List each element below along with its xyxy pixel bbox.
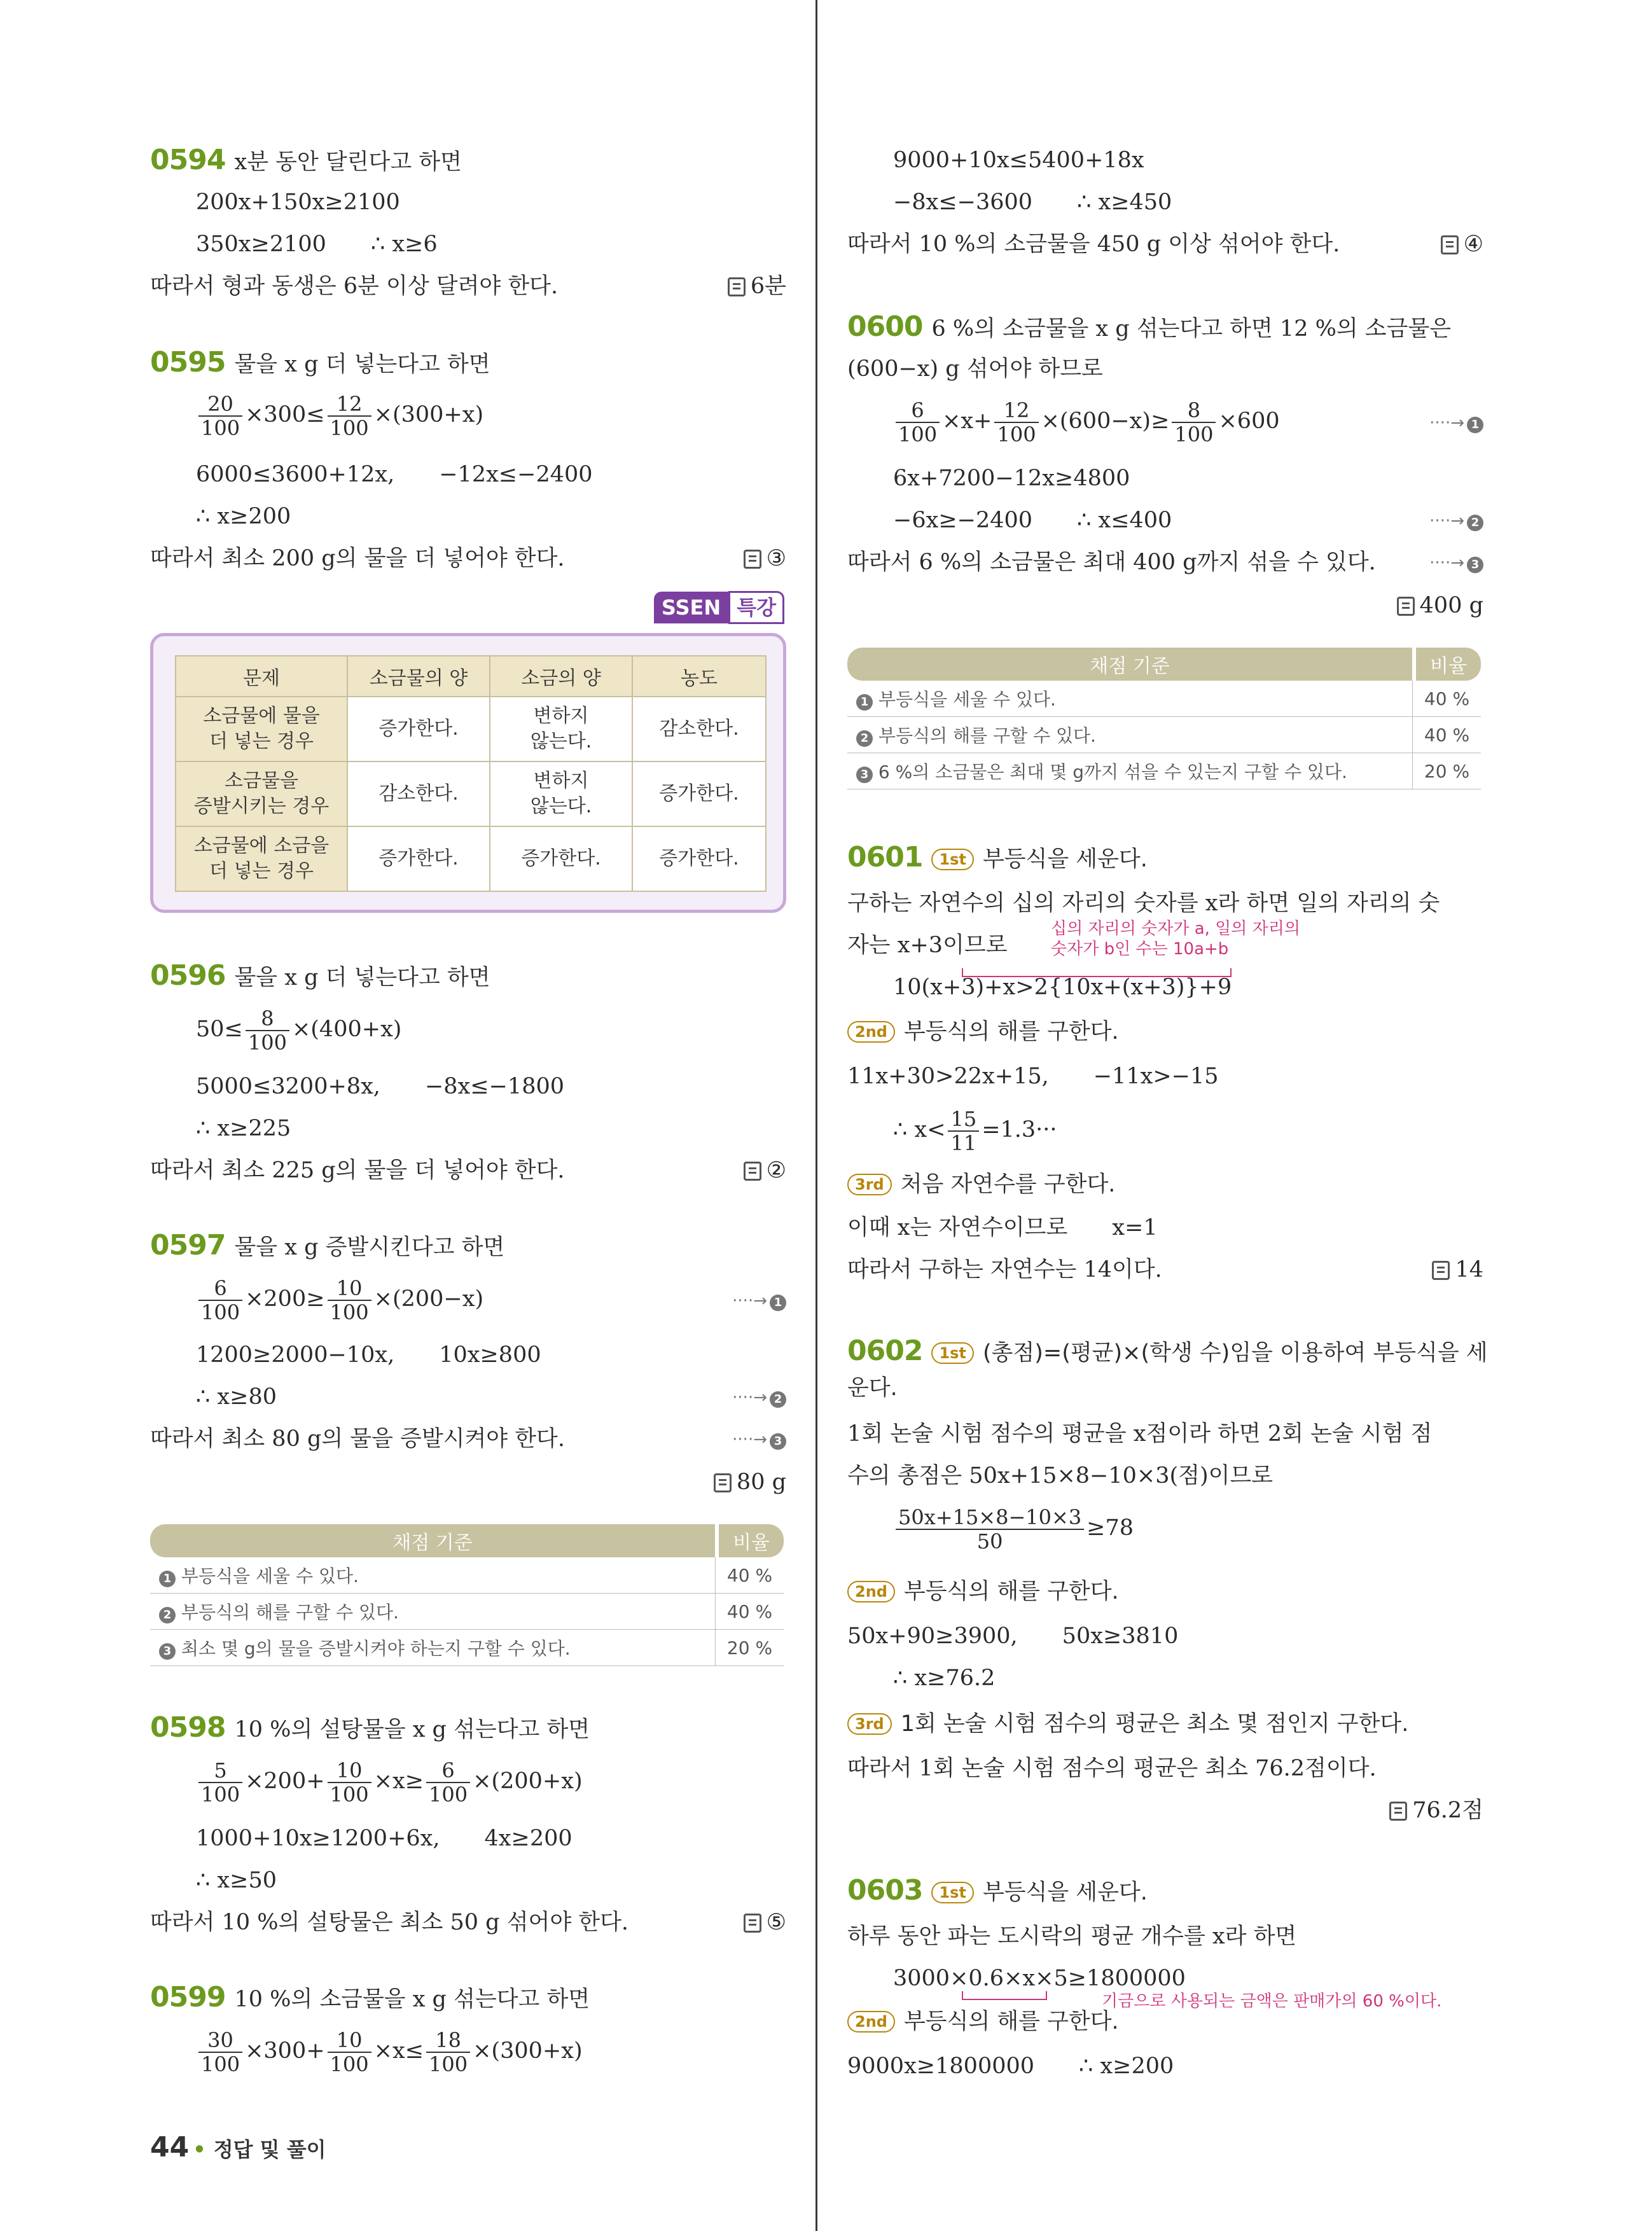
conclusion: 따라서 10 %의 소금물을 450 g 이상 섞어야 한다. [847,232,1340,257]
text-line: 운다. [847,1375,898,1401]
equation: ∴ x≥225 [196,1116,291,1141]
step-line: 3rd 처음 자연수를 구한다. [847,1171,1115,1199]
problem-0599-intro: 0599 10 %의 소금물을 x g 섞는다고 하면 [150,1981,590,2013]
equation: $\frac{20}{100}$ ×300≤ $\frac{12}{100}$ ×(300+x) [196,389,483,440]
answer-icon [1432,1261,1450,1280]
step-line: 2nd 부등식의 해를 구한다. [847,2008,1119,2036]
table-row: 2 부등식의 해를 구할 수 있다. 40 % [847,717,1481,753]
equation: 200x+150x≥2100 [196,190,400,215]
answer: 76.2점 [1389,1797,1483,1824]
step-badge: 1st [931,849,973,870]
text-line: 수의 총점은 50x+15×8−10×3(점)이므로 [847,1463,1274,1489]
step-line: 2nd 부등식의 해를 구한다. [847,1018,1119,1046]
problem-0595-intro: 0595 물을 x g 더 넣는다고 하면 [150,346,490,379]
equation: $\frac{6}{100}$ ×200≥ $\frac{10}{100}$ ×(200−x) [196,1274,483,1324]
answer: ② [744,1157,786,1185]
answer-icon [744,1914,761,1933]
equation: ∴ x≥76.2 [893,1665,996,1691]
equation: ∴ x≥80 [196,1384,277,1410]
equation: 5000≤3200+8x, −8x≤−1800 [196,1074,564,1099]
step-marker-1: ····→ 1 [732,1291,786,1311]
text-line: (600−x) g 섞어야 하므로 [847,356,1103,382]
answer-icon [1397,597,1415,616]
step-marker-2: ····→ 2 [1429,511,1483,531]
equation: −6x≥−2400 ∴ x≤400 [893,508,1172,533]
problem-0603-intro: 0603 1st 부등식을 세운다. [847,1874,1148,1907]
table-row: 3 최소 몇 g의 물을 증발시켜야 하는지 구할 수 있다. 20 % [150,1630,784,1666]
equation: $\frac{6}{100}$ ×x+ $\frac{12}{100}$ ×(600−x)≥ $\frac{8}{100}$ ×600 [893,396,1280,447]
equation: 10(x+3)+x>2{10x+(x+3)}+9 [893,975,1232,1000]
equation: 6000≤3600+12x, −12x≤−2400 [196,462,593,487]
column-divider [816,0,817,2231]
conclusion: 따라서 최소 200 g의 물을 더 넣어야 한다. [150,546,565,571]
conclusion: 따라서 구하는 자연수는 14이다. [847,1257,1162,1282]
conclusion: 따라서 10 %의 설탕물은 최소 50 g 섞어야 한다. [150,1910,629,1935]
annotation-bracket [962,1991,1047,2000]
answer-icon [728,277,746,296]
ssen-tag: SSEN 특강 [654,592,784,621]
equation: 50x+90≥3900, 50x≥3810 [847,1623,1179,1649]
conclusion: 따라서 1회 논술 시험 점수의 평균은 최소 76.2점이다. [847,1756,1377,1781]
equation: $\frac{5}{100}$ ×200+ $\frac{10}{100}$ ×x≥ $\frac{6}{100}$ ×(200+x) [196,1756,583,1807]
table-row: 1 부등식을 세울 수 있다. 40 % [150,1557,784,1594]
text-line: 하루 동안 파는 도시락의 평균 개수를 x라 하면 [847,1924,1297,1949]
equation: 350x≥2100 ∴ x≥6 [196,232,438,257]
problem-0596-intro: 0596 물을 x g 더 넣는다고 하면 [150,959,490,992]
text-line: 자는 x+3이므로 [847,933,1008,958]
table-row: 2 부등식의 해를 구할 수 있다. 40 % [150,1594,784,1630]
scoring-table: 채점 기준 비율 1 부등식을 세울 수 있다. 40 % 2 부등식의 해를 구할 수 있다. 40 % 3 최소 몇 g의 물을 증발시켜야 하는지 구할 수 있다. 20 % [150,1524,784,1666]
table-row: 3 6 %의 소금물은 최대 몇 g까지 섞을 수 있는지 구할 수 있다. 20 % [847,753,1481,789]
problem-0600-intro: 0600 6 %의 소금물을 x g 섞는다고 하면 12 %의 소금물은 [847,310,1452,343]
step-marker-1: ····→ 1 [1429,414,1483,433]
answer-icon [1441,235,1459,254]
answer: 80 g [714,1468,786,1496]
equation: 9000+10x≤5400+18x [893,148,1144,173]
answer-icon [744,550,761,569]
conclusion: 따라서 최소 225 g의 물을 더 넣어야 한다. [150,1158,565,1183]
conclusion: 따라서 형과 동생은 6분 이상 달려야 한다. [150,274,559,299]
answer: ⑤ [744,1908,786,1936]
annotation-note: 십의 자리의 숫자가 a, 일의 자리의 숫자가 b인 수는 10a+b [1051,919,1301,959]
annotation-bracket [962,968,1232,977]
ssen-special-box [150,595,786,913]
step-marker-3: ····→ 3 [732,1430,786,1450]
equation: 1200≥2000−10x, 10x≥800 [196,1342,541,1368]
step-line: 2nd 부등식의 해를 구한다. [847,1578,1119,1606]
annotation-note: 기금으로 사용되는 금액은 판매가의 60 %이다. [1102,1992,1442,2011]
equation: ∴ x< $\frac{15}{11}$ =1.3··· [893,1106,1057,1155]
problem-0598-intro: 0598 10 %의 설탕물을 x g 섞는다고 하면 [150,1711,590,1744]
answer: ④ [1441,230,1483,258]
conclusion: 따라서 최소 80 g의 물을 증발시켜야 한다. [150,1426,565,1452]
equation: $\frac{30}{100}$ ×300+ $\frac{10}{100}$ ×x≤ $\frac{18}{100}$ ×(300+x) [196,2026,583,2076]
equation: 1000+10x≥1200+6x, 4x≥200 [196,1826,573,1851]
table-row: 소금물에 물을 더 넣는 경우 증가한다. 변하지 않는다. 감소한다. [176,697,766,761]
answer-icon [714,1473,732,1492]
equation: ∴ x≥50 [196,1868,277,1893]
table-row: 1 부등식을 세울 수 있다. 40 % [847,681,1481,717]
answer-icon [1389,1802,1407,1821]
step-line: 3rd 1회 논술 시험 점수의 평균은 최소 몇 점인지 구한다. [847,1710,1408,1738]
equation: ∴ x≥200 [196,504,291,529]
salt-water-table: 문제 소금물의 양 소금의 양 농도 소금물에 물을 더 넣는 경우 증가한다. 변하지 않는다. 감소한다. 소금물을 증발시키는 경우 감소한다. 변하지 않는다. 증가한다. 소금물에 소금을 더 넣는 경우 증가한다. 증가한다. 증가한다. [175,655,767,892]
table-row: 소금물을 증발시키는 경우 감소한다. 변하지 않는다. 증가한다. [176,761,766,826]
answer: ③ [744,545,786,573]
step-marker-2: ····→ 2 [732,1388,786,1408]
answer: 6분 [728,272,786,300]
equation: 6x+7200−12x≥4800 [893,466,1130,491]
problem-0602-intro: 0602 1st (총점)=(평균)×(학생 수)임을 이용하여 부등식을 세 [847,1335,1488,1367]
equation: 11x+30>22x+15, −11x>−15 [847,1064,1219,1089]
page-footer: 44 • 정답 및 풀이 [150,2131,326,2164]
equation: 50≤ $\frac{8}{100}$ ×(400+x) [196,1006,402,1055]
problem-number: 0594 [150,144,226,176]
equation: 9000x≥1800000 ∴ x≥200 [847,2054,1174,2079]
table-row: 소금물에 소금을 더 넣는 경우 증가한다. 증가한다. 증가한다. [176,826,766,891]
equation: −8x≤−3600 ∴ x≥450 [893,190,1172,215]
conclusion: 따라서 6 %의 소금물은 최대 400 g까지 섞을 수 있다. [847,550,1376,575]
text-line: 이때 x는 자연수이므로 x=1 [847,1215,1158,1241]
answer: 400 g [1397,592,1483,620]
text-line: 구하는 자연수의 십의 자리의 숫자를 x라 하면 일의 자리의 숫 [847,891,1440,916]
equation: 3000×0.6×x×5≥1800000 [893,1966,1186,1991]
problem-0597-intro: 0597 물을 x g 증발시킨다고 하면 [150,1229,505,1261]
problem-0601-intro: 0601 1st 부등식을 세운다. [847,841,1148,873]
scoring-table: 채점 기준 비율 1 부등식을 세울 수 있다. 40 % 2 부등식의 해를 구할 수 있다. 40 % 3 6 %의 소금물은 최대 몇 g까지 섞을 수 있는지 구할 수 있다. 20 % [847,648,1481,789]
text-line: 1회 논술 시험 점수의 평균을 x점이라 하면 2회 논술 시험 점 [847,1421,1433,1447]
problem-0594-intro: 0594 x분 동안 달린다고 하면 [150,144,462,176]
step-marker-3: ····→ 3 [1429,553,1483,573]
answer: 14 [1432,1256,1483,1284]
answer-icon [744,1162,761,1181]
equation: $\frac{50x+15\times 8-10\times 3}{50}$ ≥78 [893,1503,1134,1553]
